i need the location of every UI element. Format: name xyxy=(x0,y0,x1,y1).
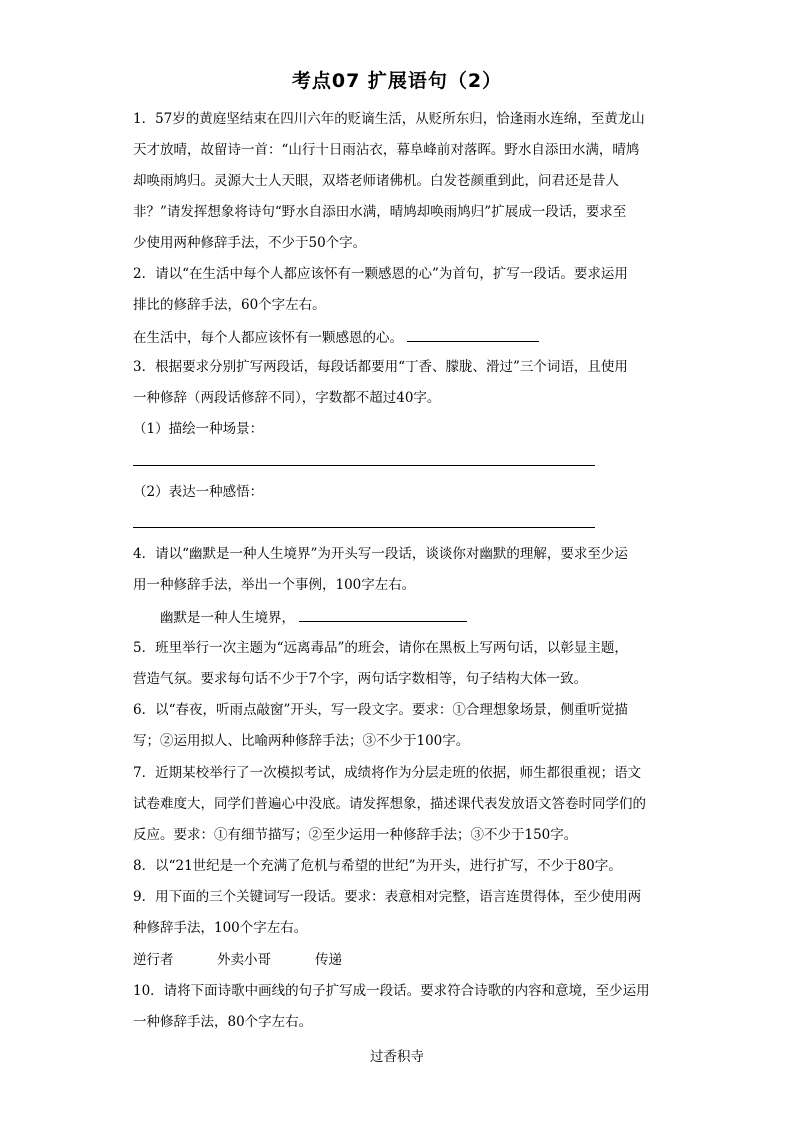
keyword-list xyxy=(133,951,342,969)
answer-start-text: 在生活中，每个人都应该怀有一颗感恩的心。 xyxy=(133,330,403,346)
question-7-line: 反应。要求：①有细节描写；②至少运用一种修辞手法；③不少于150字。 xyxy=(133,827,578,843)
question-4-answer-start xyxy=(160,607,467,627)
question-2-answer-start xyxy=(133,327,539,347)
question-1-line: 1．57岁的黄庭坚结束在四川六年的贬谪生活，从贬所东归，恰逢雨水连绵，至黄龙山 xyxy=(133,111,645,127)
answer-line[interactable] xyxy=(133,527,595,528)
question-10-line: 10．请将下面诗歌中画线的句子扩写成一段话。要求符合诗歌的内容和意境，至少运用 xyxy=(133,983,650,999)
question-8-line: 8．以“21世纪是一个充满了危机与希望的世纪”为开头，进行扩写，不少于80字。 xyxy=(133,858,622,874)
question-9-line: 种修辞手法，100个字左右。 xyxy=(133,920,308,936)
question-3-sub-2: （2）表达一种感悟： xyxy=(133,484,264,500)
answer-blank[interactable] xyxy=(299,607,467,622)
question-4-line: 4．请以“幽默是一种人生境界”为开头写一段话，谈谈你对幽默的理解，要求至少运 xyxy=(133,546,628,562)
keyword: 传递 xyxy=(315,952,342,968)
question-7-line: 试卷难度大，同学们普遍心中没底。请发挥想象，描述课代表发放语文答卷时同学们的 xyxy=(133,796,646,812)
question-4-line: 用一种修辞手法，举出一个事例，100字左右。 xyxy=(133,577,416,593)
page-title: 考点07 扩展语句（2） xyxy=(291,70,503,92)
question-3-line: 3．根据要求分别扩写两段话，每段话都要用“丁香、朦胧、滑过”三个词语，且使用 xyxy=(133,359,628,375)
poem-title: 过香积寺 xyxy=(370,1049,424,1065)
question-2-line: 2．请以“在生活中每个人都应该怀有一颗感恩的心”为首句，扩写一段话。要求运用 xyxy=(133,266,628,282)
keyword: 逆行者 xyxy=(133,952,174,968)
question-5-line: 营造气氛。要求每句话不少于7个字，两句话字数相等，句子结构大体一致。 xyxy=(133,671,588,687)
answer-blank[interactable] xyxy=(407,327,539,342)
keyword: 外卖小哥 xyxy=(217,952,271,968)
answer-start-text: 幽默是一种人生境界， xyxy=(160,610,295,626)
question-1-line: 天才放晴，故留诗一首：“山行十日雨沾衣，幕阜峰前对落晖。野水自添田水满，晴鸠 xyxy=(133,142,640,158)
question-5-line: 5．班里举行一次主题为“远离毒品”的班会，请你在黑板上写两句话，以彰显主题， xyxy=(133,640,628,656)
question-3-sub-1: （1）描绘一种场景： xyxy=(133,421,264,437)
question-6-line: 6．以“春夜，听雨点敲窗”开头，写一段文字。要求：①合理想象场景，侧重听觉描 xyxy=(133,702,628,718)
question-6-line: 写；②运用拟人、比喻两种修辞手法；③不少于100字。 xyxy=(133,733,470,749)
question-2-line: 排比的修辞手法，60个字左右。 xyxy=(133,297,326,313)
question-7-line: 7．近期某校举行了一次模拟考试，成绩将作为分层走班的依据，师生都很重视；语文 xyxy=(133,765,642,781)
question-9-line: 9．用下面的三个关键词写一段话。要求：表意相对完整，语言连贯得体，至少使用两 xyxy=(133,889,642,905)
question-10-line: 一种修辞手法，80个字左右。 xyxy=(133,1014,313,1030)
question-1-line: 少使用两种修辞手法，不少于50个字。 xyxy=(133,235,367,251)
answer-line[interactable] xyxy=(133,465,595,466)
question-1-line: 却唤雨鸠归。灵源大士人天眼，双塔老师诸佛机。白发苍颜重到此，问君还是昔人 xyxy=(133,173,619,189)
question-1-line: 非？”请发挥想象将诗句“野水自添田水满，晴鸠却唤雨鸠归”扩展成一段话，要求至 xyxy=(133,204,627,220)
question-3-line: 一种修辞（两段话修辞不同），字数都不超过40字。 xyxy=(133,390,441,406)
